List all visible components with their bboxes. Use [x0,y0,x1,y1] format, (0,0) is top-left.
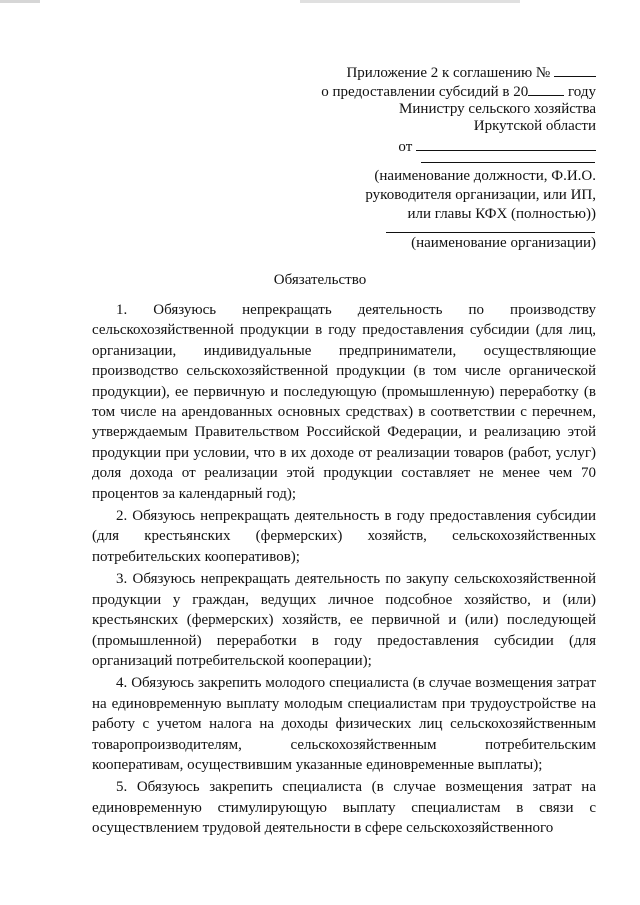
year-blank [528,81,564,96]
year-word: году [568,84,596,100]
header-line-appendix [346,62,596,83]
document-title: Обязательство [273,272,367,288]
document-body [92,300,596,841]
header-line-subsidy [321,81,596,102]
header-note-position: (наименование должности, Ф.И.О. [374,168,596,184]
agreement-number-blank [554,62,596,77]
paragraph-1: 1. Обязуюсь непрекращать деятельность по производству сельскохозяйственной продукции в году предоставления субсидии (для лиц, организации, индивидуальные предприниматели, осуществляющие производство сельскохозяйственной продукции (в том числе органической продукции), ее первичную и последующую (промышленную) переработку (в том числе на арендованных основных средствах) в соответствии с перечнем, утверждаемым Правительством Российской Федерации, и реализацию этой продукции при условии, что в их доходе от реализации товаров (работ, услуг) доля дохода от реализации этой продукции составляет не менее чем 70 процентов за календарный год); [92,302,596,502]
header-line-minister: Министру сельского хозяйства [399,101,596,117]
signature-line [421,162,595,163]
scan-artifact [0,0,640,3]
organization-line [386,232,595,233]
paragraph-3: 3. Обязуюсь непрекращать деятельность по закупу сельскохозяйственной продукции у граждан, ведущих личное подсобное хозяйство, и (или) крестьянских (фермерских) хозяйств, ее первичной и (или) последующей (промышленной) переработки в году предоставления субсидии (для организаций потребительской кооперации); [92,571,596,669]
appendix-label: Приложение 2 к соглашению № [346,65,551,81]
paragraph-2: 2. Обязуюсь непрекращать деятельность в году предоставления субсидии (для крестьянских (фермерских) хозяйств, сельскохозяйственных потребительских кооперативов); [92,508,596,565]
from-blank [416,136,596,151]
subsidy-label: о предоставлении субсидий в 20 [321,84,529,100]
header-note-organization: (наименование организации) [411,235,596,251]
paragraph-4: 4. Обязуюсь закрепить молодого специалиста (в случае возмещения затрат на единовременную выплату молодым специалистам при трудоустройстве на работу с учетом налога на доходы физических лиц сельскохозяйственным товаропроизводителям, сельскохозяйственным потребительским кооперативам, осуществившим указанные единовременные выплаты); [92,675,596,773]
header-line-region: Иркутской области [473,118,596,134]
from-label: от [398,139,413,155]
header-line-from [398,136,596,157]
header-note-kfh: или главы КФХ (полностью)) [407,206,596,222]
paragraph-5: 5. Обязуюсь закрепить специалиста (в случае возмещения затрат на единовременную стимулирующую выплату специалистам в связи с осуществлением трудовой деятельности в сфере сельскохозяйственного [92,779,596,837]
header-note-head: руководителя организации, или ИП, [365,187,596,203]
